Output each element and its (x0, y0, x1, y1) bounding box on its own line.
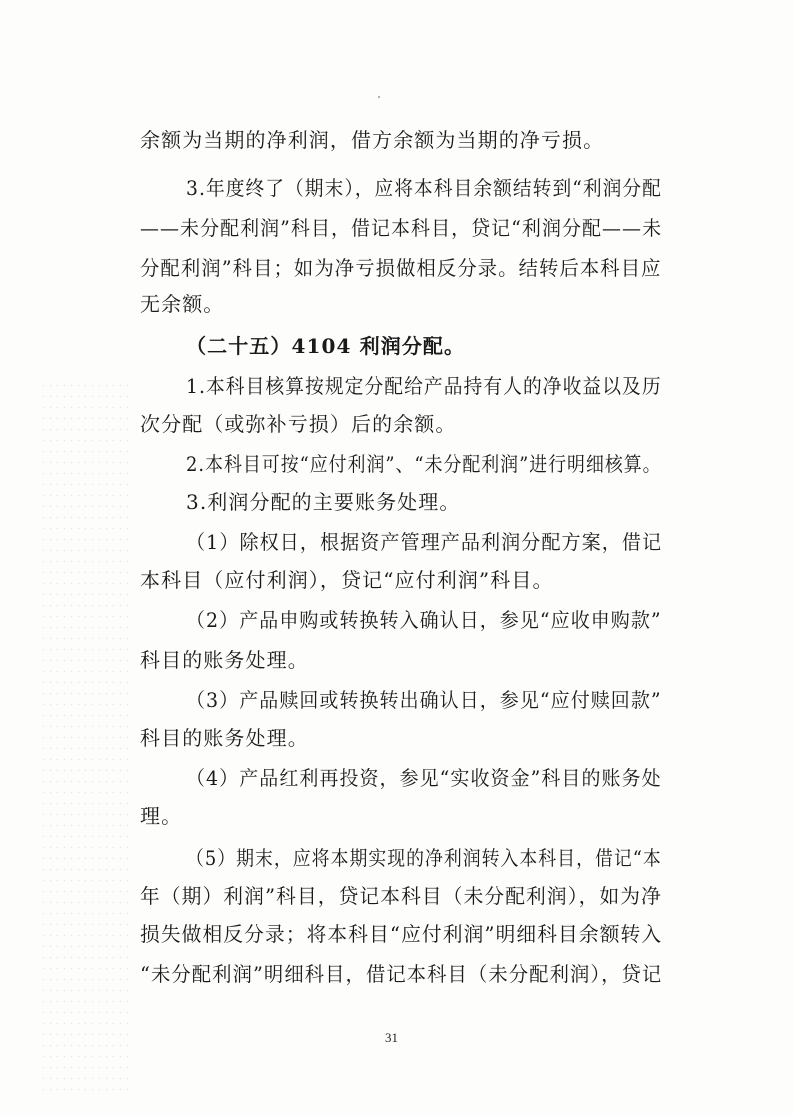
text-line-14: 科目的账务处理。 (140, 648, 309, 672)
text-line-17: （4）产品红利再投资，参见“实收资金”科目的账务处 (186, 766, 662, 790)
text-line-13: （2）产品申购或转换转入确认日，参见“应收申购款” (186, 608, 662, 632)
text-line-8: 次分配（或弥补亏损）后的余额。 (140, 412, 457, 436)
text-line-2: 3.年度终了（期末），应将本科目余额结转到“利润分配 (186, 176, 662, 200)
text-line-19: （5）期末，应将本期实现的净利润转入本科目，借记“本 (186, 846, 662, 870)
text-line-18: 理。 (140, 804, 183, 828)
page-number: 31 (385, 1030, 398, 1045)
text-line-16: 科目的账务处理。 (140, 726, 309, 750)
text-line-9: 2.本科目可按“应付利润”、“未分配利润”进行明细核算。 (186, 452, 662, 476)
text-line-22: “未分配利润”明细科目，借记本科目（未分配利润），贷记 (140, 962, 663, 986)
text-line-5: 无余额。 (140, 292, 225, 316)
text-line-20: 年（期）利润”科目，贷记本科目（未分配利润），如为净 (140, 884, 662, 908)
text-line-21: 损失做相反分录；将本科目“应付利润”明细科目余额转入 (140, 922, 663, 946)
text-line-11: （1）除权日，根据资产管理产品利润分配方案，借记 (186, 530, 663, 554)
section-heading: （二十五）4104 利润分配。 (186, 334, 466, 358)
text-line-4: 分配利润”科目；如为净亏损做相反分录。结转后本科目应 (140, 256, 662, 280)
text-line-12: 本科目（应付利润），贷记“应付利润”科目。 (140, 568, 554, 592)
text-line-7: 1.本科目核算按规定分配给产品持有人的净收益以及历 (186, 374, 662, 398)
scan-noise (40, 380, 130, 1100)
text-line-1: 余额为当期的净利润，借方余额为当期的净亏损。 (140, 128, 605, 152)
scan-speck (378, 96, 380, 98)
text-line-10: 3.利润分配的主要账务处理。 (186, 490, 461, 514)
text-line-3: ——未分配利润”科目，借记本科目，贷记“利润分配——未 (140, 216, 663, 240)
text-line-15: （3）产品赎回或转换转出确认日，参见“应付赎回款” (186, 688, 662, 712)
